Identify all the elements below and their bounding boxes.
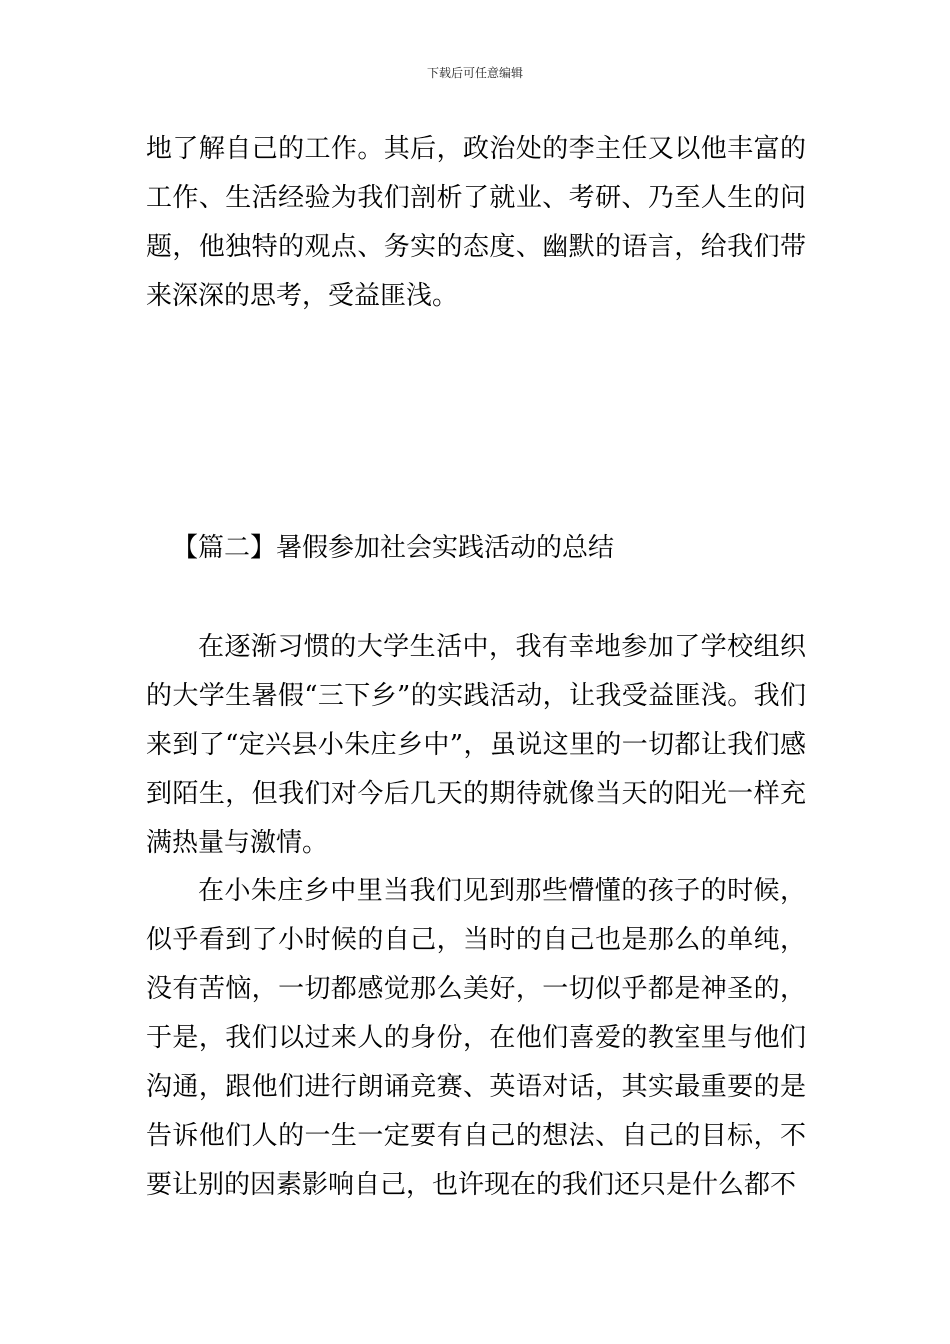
continuation-paragraph: 地了解自己的工作。其后，政治处的李主任又以他丰富的工作、生活经验为我们剖析了就业、考研、乃至人生的问题，他独特的观点、务实的态度、幽默的语言，给我们带来深深的思考，受益匪浅。 [146, 134, 806, 311]
section-title: 【篇二】暑假参加社会实践活动的总结 [172, 533, 615, 563]
body-paragraph-2: 在小朱庄乡中里当我们见到那些懵懂的孩子的时候，似乎看到了小时候的自己，当时的自己也是那么的单纯，没有苦恼，一切都感觉那么美好，一切似乎都是神圣的，于是，我们以过来人的身份，在他们喜爱的教室里与他们沟通，跟他们进行朗诵竞赛、英语对话，其实最重要的是告诉他们人的一生一定要有自己的想法、自己的目标，不要让别的因素影响自己，也许现在的我们还只是什么都不 [146, 876, 806, 1200]
page-header: 下载后可任意编辑 [426, 66, 523, 80]
body-paragraph-1: 在逐渐习惯的大学生活中，我有幸地参加了学校组织的大学生暑假“三下乡”的实践活动，让我受益匪浅。我们来到了“定兴县小朱庄乡中”，虽说这里的一切都让我们感到陌生，但我们对今后几天的期待就像当天的阳光一样充满热量与激情。 [146, 632, 806, 858]
